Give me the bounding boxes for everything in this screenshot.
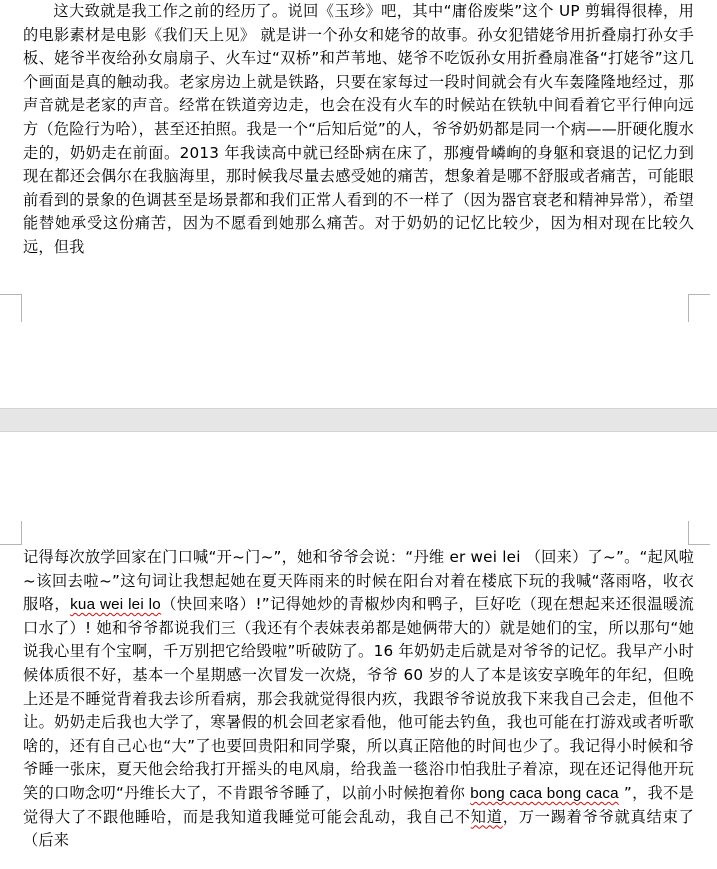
document-page-1	[0, 0, 717, 408]
page-2-top-right-margin-mark	[688, 521, 710, 545]
spellcheck-flagged-text[interactable]: bong caca bong caca	[470, 784, 619, 802]
page-2-text-segment: 记得每次放学回家在门口喊“开~门~”，她和爷爷会说：“丹维 er wei lei （回来）了~”。“起风啦~该回去啦~”这句词让我想起她在夏天阵雨来的时候在阳台对着在楼底下玩的我喊“落雨咯，收衣服咯，	[23, 548, 694, 614]
page-2-text-segment: ”，我不是觉得大了不跟他睡哈，而是我知道我睡觉可能会乱动，我自己不	[23, 783, 694, 826]
page-2-text-segment: ，万一踢着爷爷就真结束了（后来	[23, 807, 694, 850]
spellcheck-flagged-text[interactable]: kua wei lei lo	[70, 596, 161, 614]
page-1-bottom-right-margin-mark	[688, 294, 710, 322]
page-1-paragraph: 这大致就是我工作之前的经历了。说回《玉珍》吧，其中“庸俗废柴”这个 UP 剪辑得很棒，用的电影素材是电影《我们天上见》 就是讲一个孙女和姥爷的故事。孙女犯错姥爷用折叠扇打孙女手板、姥爷半夜给孙女扇扇子、火车过“双桥”和芦苇地、姥爷不吃饭孙女用折叠扇准备“打姥爷”这几个画面是真的触动我。老家房边上就是铁路，只要在家每过一段时间就会有火车轰隆隆地经过，那声音就是老家的声音。经常在铁道旁边走，也会在没有火车的时候站在铁轨中间看着它平行伸向远方（危险行为哈），甚至还拍照。我是一个“后知后觉”的人，爷爷奶奶都是同一个病——肝硬化腹水走的，奶奶走在前面。2013 年我读高中就已经卧病在床了，那瘦骨嶙峋的身躯和衰退的记忆力到现在都还会偶尔在我脑海里，那时候我尽量去感受她的痛苦，想象着是哪不舒服或者痛苦，可能眼前看到的景象的色调甚至是场景都和我们正常人看到的不一样了（因为器官衰老和精神异常），希望能替她承受这份痛苦，因为不愿看到她那么痛苦。对于奶奶的记忆比较少，因为相对现在比较久远，但我	[23, 2, 694, 256]
page-2-text-segment: （快回来咯）!”记得她炒的青椒炒肉和鸭子，巨好吃（现在想起来还很温暖流口水了）! 她和爷爷都说我们三（我还有个表妹表弟都是她俩带大的）就是她们的宝，所以那句“她说我心里有个宝啊，千万别把它给毁啦”听破防了。16 年奶奶走后就是对爷爷的记忆。我早产小时候体质很不好，基本一个星期感一次冒发一次烧，爷爷 60 岁的人了本是该安享晚年的年纪，但晚上还是不睡觉背着我去诊所看病，那会我就觉得很内疚，我跟爷爷说放我下来我自己会走，但他不让。奶奶走后我也大学了，寒暑假的机会回老家看他，他可能去钓鱼，我也可能在打游戏或者听歌啥的，还有自己心也“大”了也要回贵阳和同学聚，所以真正陪他的时间也少了。我记得小时候和爷爷睡一张床，夏天他会给我打开摇头的电风扇，给我盖一毯浴巾怕我肚子着凉，现在还记得他开玩笑的口吻念叨“丹维长大了，不肯跟爷爷睡了，以前小时候抱着你	[23, 595, 695, 802]
document-page-2	[0, 432, 717, 869]
page-2-top-left-margin-mark	[0, 521, 22, 545]
page-2-body	[23, 546, 694, 853]
spellcheck-flagged-text[interactable]: 知道	[470, 807, 503, 826]
page-1-bottom-left-margin-mark	[0, 294, 22, 322]
page-2-paragraph	[23, 546, 694, 853]
page-1-body	[23, 0, 694, 260]
page-separator	[0, 408, 717, 432]
